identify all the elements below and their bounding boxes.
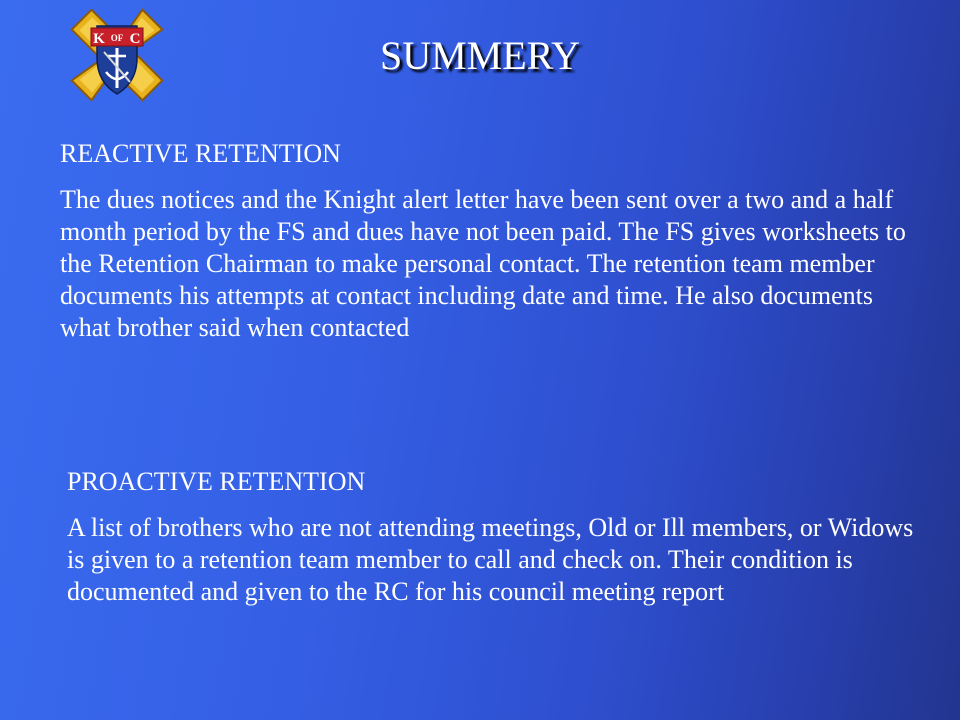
section-heading: PROACTIVE RETENTION	[67, 467, 366, 496]
slide-title: SUMMERY	[379, 33, 581, 78]
emblem-letter-of: OF	[110, 33, 124, 43]
emblem-letter-k: K	[93, 31, 105, 47]
reactive-retention-section	[60, 138, 920, 344]
proactive-retention-section	[67, 466, 927, 608]
section-heading: REACTIVE RETENTION	[60, 139, 341, 168]
section-body: A list of brothers who are not attending meetings, Old or Ill members, or Widows is given to a retention team member to call and check on. Their condition is documented and given to the RC for his council meeting report	[67, 513, 914, 606]
emblem-letter-c: C	[129, 31, 141, 47]
section-body: The dues notices and the Knight alert letter have been sent over a two and a half month period by the FS and dues have not been paid. The FS gives worksheets to the Retention Chairman to make personal contact. The retention team member documents his attempts at contact including date and time. He also documents what brother said when contacted	[60, 185, 906, 342]
